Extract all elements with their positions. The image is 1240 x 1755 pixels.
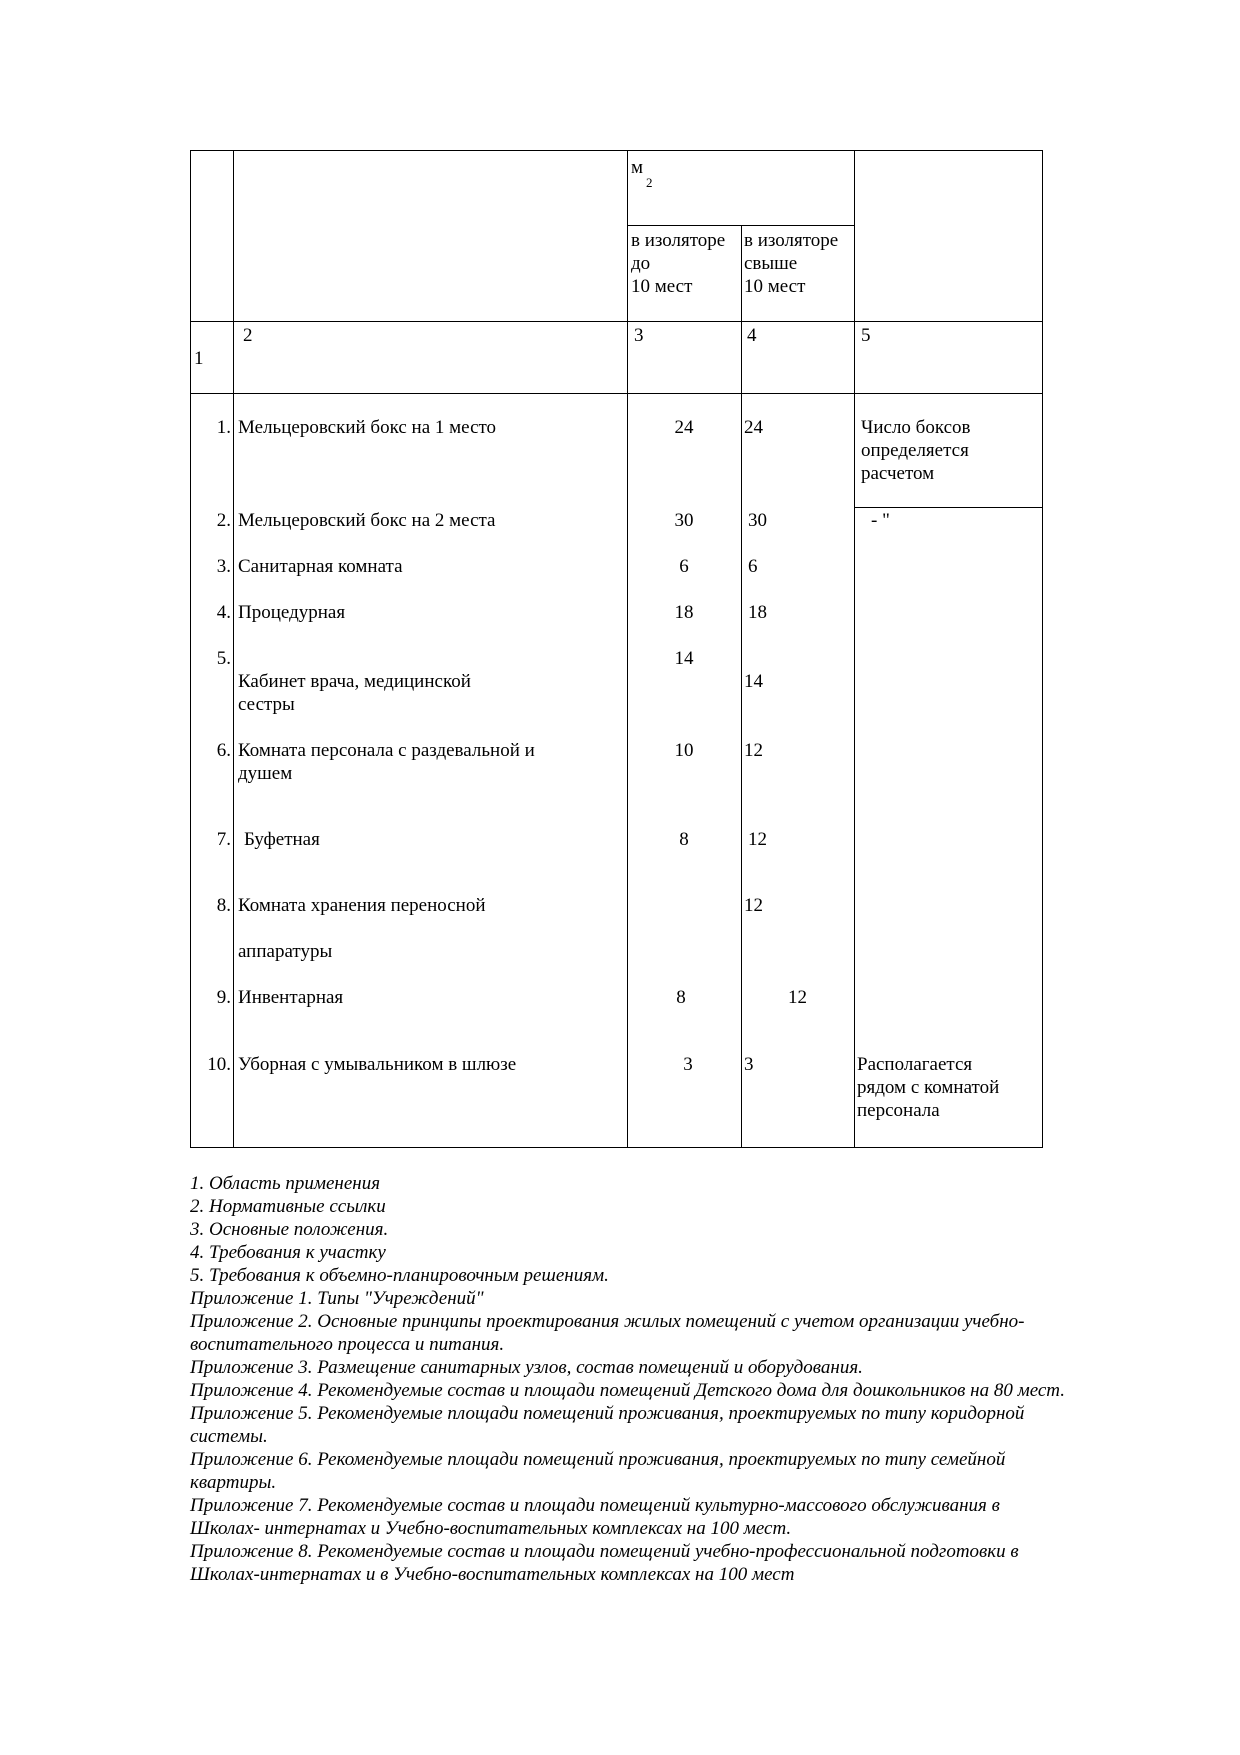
row-value-large: 14 bbox=[744, 671, 763, 692]
header-unit-sup: 2 bbox=[646, 175, 653, 190]
toc-item[interactable]: 3. Основные положения. bbox=[190, 1219, 389, 1240]
col-number-1: 1 bbox=[194, 348, 204, 369]
row-value-small: 8 bbox=[679, 829, 689, 850]
row-name: Санитарная комната bbox=[238, 556, 403, 577]
col-number-5: 5 bbox=[861, 325, 871, 346]
row-name: Кабинет врача, медицинской сестры bbox=[238, 671, 471, 715]
toc-item[interactable]: Приложение 5. Рекомендуемые площади помещений проживания, проектируемых по типу коридорной системы. bbox=[190, 1403, 1025, 1447]
row-name-continued: аппаратуры bbox=[238, 941, 333, 962]
table-hline bbox=[854, 507, 1042, 508]
row-value-large: 12 bbox=[744, 740, 763, 761]
col-number-4: 4 bbox=[747, 325, 757, 346]
row-number: 4. bbox=[216, 602, 231, 623]
row-number: 2. bbox=[216, 510, 231, 531]
row-value-small: 14 bbox=[674, 648, 694, 669]
table-hline bbox=[191, 393, 1042, 394]
table-hline bbox=[627, 225, 854, 226]
row-name: Мельцеровский бокс на 1 место bbox=[238, 417, 497, 438]
table-of-contents bbox=[190, 1172, 1070, 1586]
row-value-large: 12 bbox=[788, 987, 807, 1008]
row-note: - " bbox=[871, 510, 890, 531]
row-value-large: 24 bbox=[744, 417, 763, 438]
toc-item[interactable]: Приложение 8. Рекомендуемые состав и площади помещений учебно-профессиональной подготовки в Школах-интернатах и в Учебно-воспитательных комплексах на 100 мест bbox=[190, 1541, 1019, 1585]
row-number: 7. bbox=[216, 829, 231, 850]
row-value-large: 12 bbox=[744, 895, 763, 916]
toc-item[interactable]: 5. Требования к объемно-планировочным решениям. bbox=[190, 1265, 609, 1286]
toc-item[interactable]: Приложение 7. Рекомендуемые состав и площади помещений культурно-массового обслуживания в Школах- интернатах и Учебно-воспитательных комплексах на 100 мест. bbox=[190, 1495, 1000, 1539]
row-name: Процедурная bbox=[238, 602, 346, 623]
row-value-large: 18 bbox=[748, 602, 767, 623]
row-note: Число боксов определяется расчетом bbox=[861, 417, 971, 484]
row-name: Буфетная bbox=[244, 829, 320, 850]
toc-item[interactable]: Приложение 1. Типы "Учреждений" bbox=[190, 1288, 484, 1309]
toc-item[interactable]: Приложение 2. Основные принципы проектирования жилых помещений с учетом организации учебно-воспитательного процесса и питания. bbox=[190, 1311, 1025, 1355]
col-number-3: 3 bbox=[634, 325, 644, 346]
row-value-small: 18 bbox=[674, 602, 694, 623]
row-number: 1. bbox=[216, 417, 231, 438]
toc-item[interactable]: Приложение 6. Рекомендуемые площади помещений проживания, проектируемых по типу семейной квартиры. bbox=[190, 1449, 1006, 1493]
header-col4-subtitle: в изоляторе свыше 10 мест bbox=[744, 230, 839, 297]
row-number: 3. bbox=[216, 556, 231, 577]
row-value-large: 30 bbox=[748, 510, 767, 531]
toc-item[interactable]: 4. Требования к участку bbox=[190, 1242, 386, 1263]
row-value-large: 12 bbox=[748, 829, 767, 850]
row-value-small: 8 bbox=[676, 987, 686, 1008]
row-number: 9. bbox=[216, 987, 231, 1008]
row-value-small: 3 bbox=[683, 1054, 693, 1075]
row-number: 5. bbox=[216, 648, 231, 669]
header-col3-subtitle: в изоляторе до 10 мест bbox=[631, 230, 726, 297]
row-value-small: 24 bbox=[674, 417, 694, 438]
row-number: 8. bbox=[216, 895, 231, 916]
row-value-small: 30 bbox=[674, 510, 694, 531]
row-name: Комната персонала с раздевальной и душем bbox=[238, 740, 535, 784]
col-number-2: 2 bbox=[243, 325, 253, 346]
row-value-small: 10 bbox=[674, 740, 694, 761]
row-value-large: 3 bbox=[744, 1054, 754, 1075]
row-name: Комната хранения переносной bbox=[238, 895, 486, 916]
row-value-large: 6 bbox=[748, 556, 758, 577]
table-vline bbox=[854, 151, 855, 1147]
table-hline bbox=[191, 321, 1042, 322]
row-name: Мельцеровский бокс на 2 места bbox=[238, 510, 496, 531]
toc-item[interactable]: Приложение 3. Размещение санитарных узлов, состав помещений и оборудования. bbox=[190, 1357, 863, 1378]
row-note: Располагается рядом с комнатой персонала bbox=[857, 1054, 1000, 1121]
row-name: Инвентарная bbox=[238, 987, 344, 1008]
toc-item[interactable]: 2. Нормативные ссылки bbox=[190, 1196, 386, 1217]
toc-item[interactable]: Приложение 4. Рекомендуемые состав и площади помещений Детского дома для дошкольников на 80 мест. bbox=[190, 1380, 1066, 1401]
toc-item[interactable]: 1. Область применения bbox=[190, 1173, 381, 1194]
row-number: 6. bbox=[216, 740, 231, 761]
row-name: Уборная с умывальником в шлюзе bbox=[238, 1054, 517, 1075]
rooms-area-table bbox=[190, 150, 1043, 1148]
header-unit: м bbox=[631, 157, 644, 178]
table-vline bbox=[233, 151, 234, 1147]
row-number: 10. bbox=[207, 1054, 231, 1075]
row-value-small: 6 bbox=[679, 556, 689, 577]
